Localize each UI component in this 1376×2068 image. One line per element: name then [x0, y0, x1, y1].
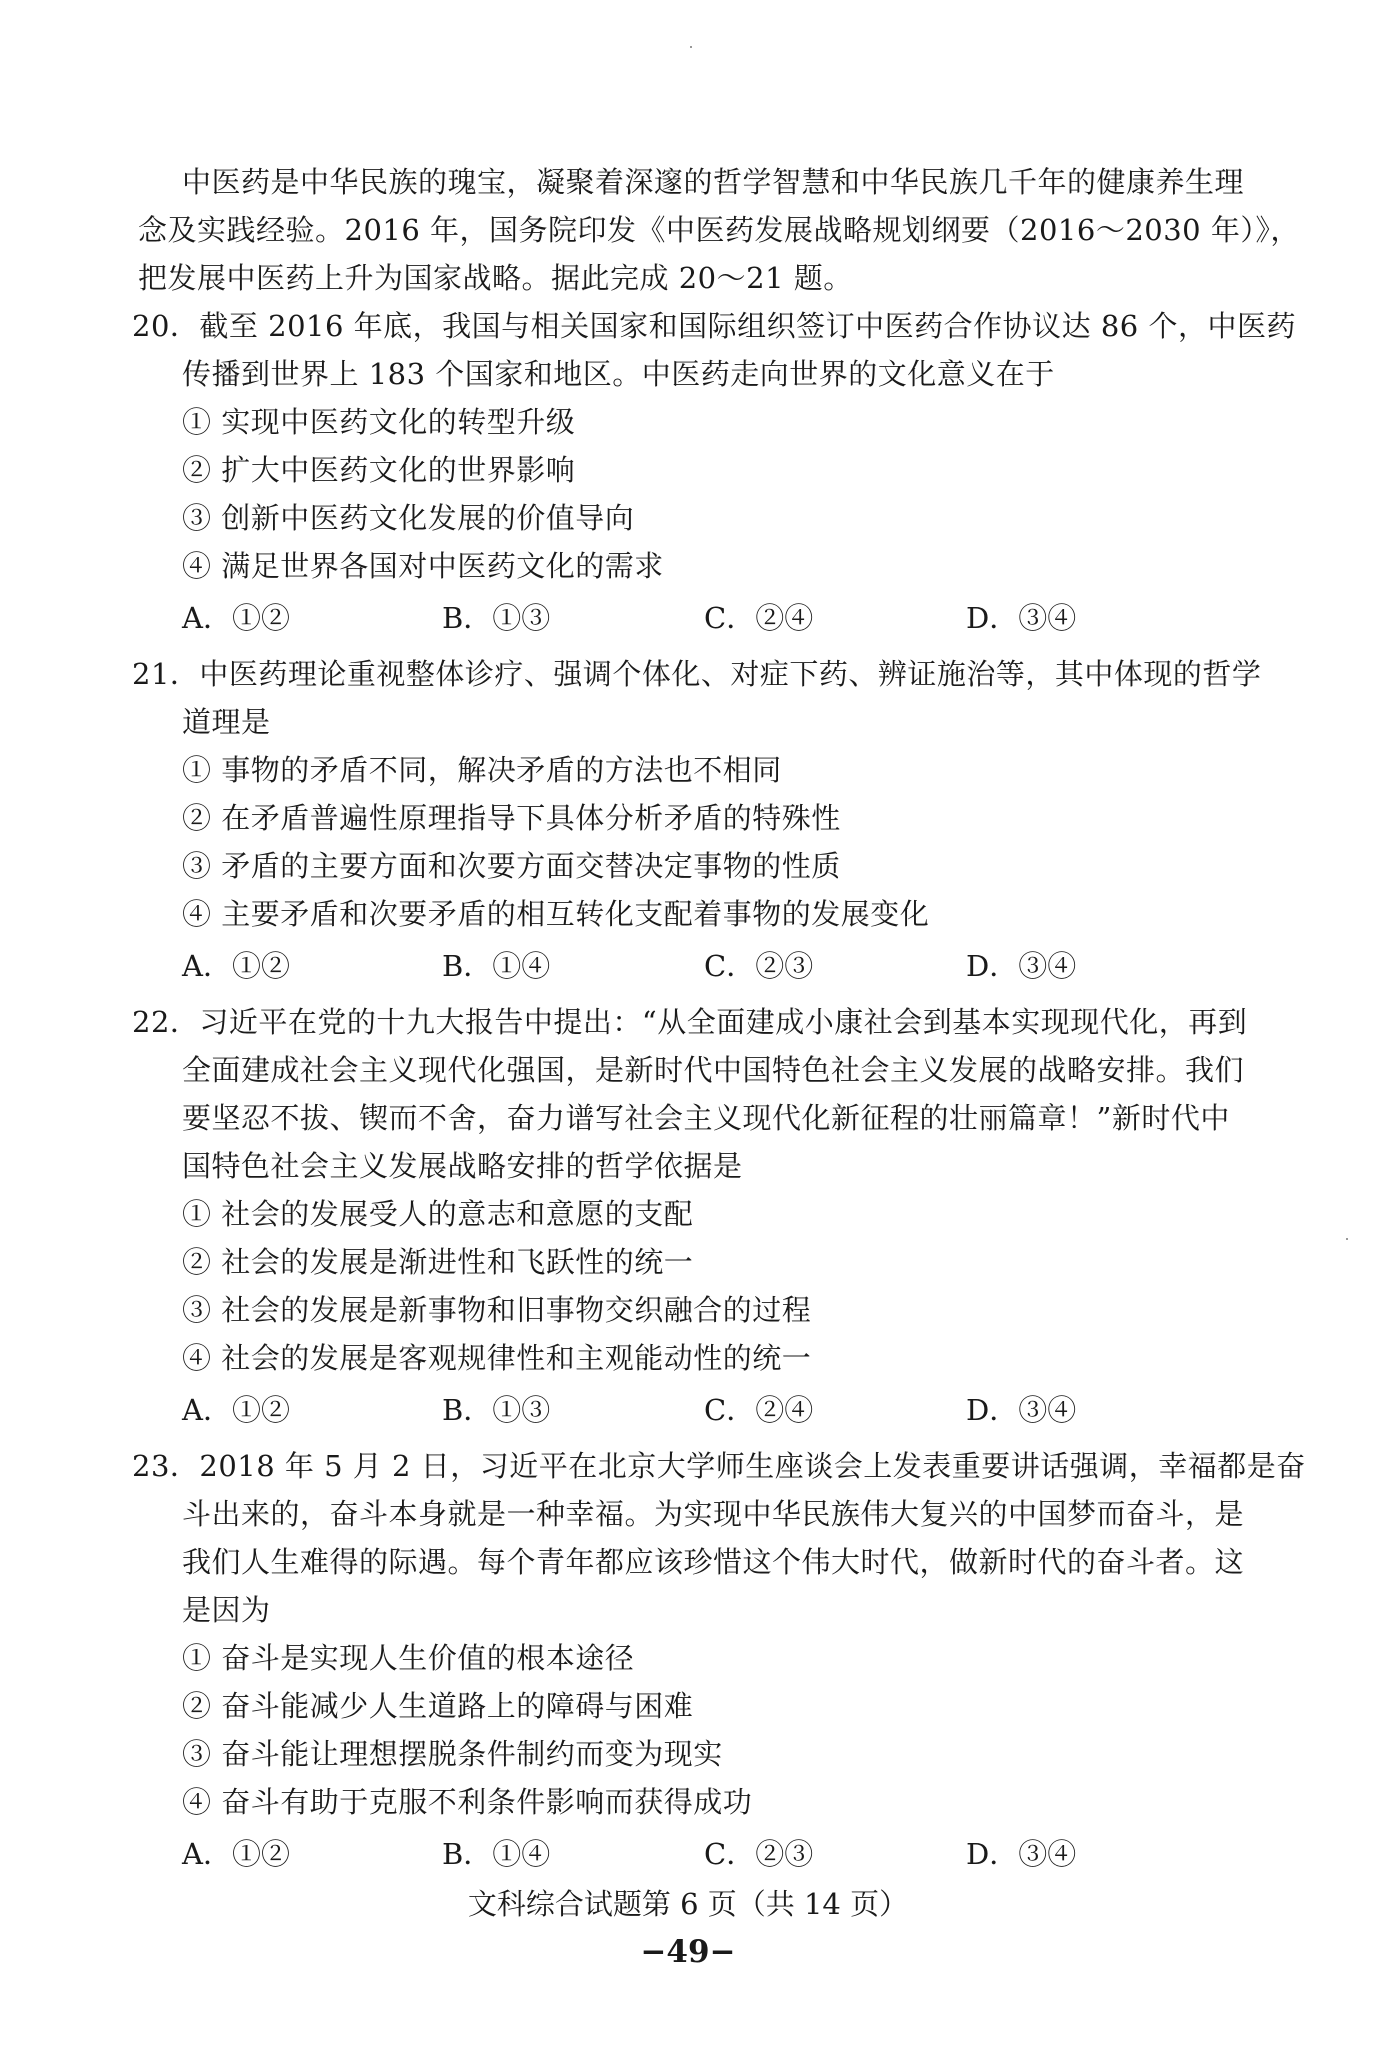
question-22-item: ③ 社会的发展是新事物和旧事物交织融合的过程 [182, 1293, 812, 1327]
question-22-choice-d: D．③④ [966, 1393, 1077, 1427]
question-23-choice-b: B．①④ [442, 1837, 551, 1871]
question-21-choice-a: A．①② [182, 949, 290, 983]
question-23-choice-d: D．③④ [966, 1837, 1077, 1871]
question-21-item: ② 在矛盾普遍性原理指导下具体分析矛盾的特殊性 [182, 801, 841, 835]
question-22-choice-b: B．①③ [442, 1393, 551, 1427]
question-20-item: ④ 满足世界各国对中医药文化的需求 [182, 549, 664, 583]
question-23-item: ② 奋斗能减少人生道路上的障碍与困难 [182, 1689, 694, 1723]
question-21-stem: 道理是 [182, 705, 271, 739]
page-number: −49− [640, 1934, 736, 1970]
question-23-stem: 我们人生难得的际遇。每个青年都应该珍惜这个伟大时代，做新时代的奋斗者。这 [182, 1545, 1245, 1579]
intro-line: 中医药是中华民族的瑰宝，凝聚着深邃的哲学智慧和中华民族几千年的健康养生理 [182, 165, 1245, 199]
question-23-stem: 斗出来的，奋斗本身就是一种幸福。为实现中华民族伟大复兴的中国梦而奋斗，是 [182, 1497, 1245, 1531]
question-22-stem: 全面建成社会主义现代化强国，是新时代中国特色社会主义发展的战略安排。我们 [182, 1053, 1245, 1087]
question-20-stem: 传播到世界上 183 个国家和地区。中医药走向世界的文化意义在于 [182, 357, 1055, 391]
question-22-item: ② 社会的发展是渐进性和飞跃性的统一 [182, 1245, 694, 1279]
page-footer-title: 文科综合试题第 6 页（共 14 页） [467, 1887, 909, 1921]
question-23-item: ③ 奋斗能让理想摆脱条件制约而变为现实 [182, 1737, 723, 1771]
question-21-item: ③ 矛盾的主要方面和次要方面交替决定事物的性质 [182, 849, 841, 883]
question-22-stem: 国特色社会主义发展战略安排的哲学依据是 [182, 1149, 743, 1183]
question-23-choice-a: A．①② [182, 1837, 290, 1871]
question-20-item: ② 扩大中医药文化的世界影响 [182, 453, 576, 487]
question-21-item: ① 事物的矛盾不同，解决矛盾的方法也不相同 [182, 753, 782, 787]
question-23-stem: 是因为 [182, 1593, 271, 1627]
intro-line: 把发展中医药上升为国家战略。据此完成 20～21 题。 [138, 261, 853, 295]
question-20-choice-d: D．③④ [966, 601, 1077, 635]
question-22-stem: 22．习近平在党的十九大报告中提出：“从全面建成小康社会到基本实现现代化，再到 [132, 1005, 1248, 1039]
question-22-choice-a: A．①② [182, 1393, 290, 1427]
question-23-choice-c: C．②③ [704, 1837, 814, 1871]
question-22-item: ④ 社会的发展是客观规律性和主观能动性的统一 [182, 1341, 812, 1375]
scan-speck [1346, 1238, 1348, 1240]
question-20-choice-b: B．①③ [442, 601, 551, 635]
question-21-choice-c: C．②③ [704, 949, 814, 983]
question-20-choice-a: A．①② [182, 601, 290, 635]
question-20-choice-c: C．②④ [704, 601, 814, 635]
question-22-choice-c: C．②④ [704, 1393, 814, 1427]
question-21-choice-d: D．③④ [966, 949, 1077, 983]
question-20-stem: 20．截至 2016 年底，我国与相关国家和国际组织签订中医药合作协议达 86 个，中医药 [132, 309, 1296, 343]
question-21-choice-b: B．①④ [442, 949, 551, 983]
question-23-stem: 23．2018 年 5 月 2 日，习近平在北京大学师生座谈会上发表重要讲话强调，幸福都是奋 [132, 1449, 1306, 1483]
question-20-item: ③ 创新中医药文化发展的价值导向 [182, 501, 635, 535]
question-23-item: ① 奋斗是实现人生价值的根本途径 [182, 1641, 635, 1675]
question-21-stem: 21．中医药理论重视整体诊疗、强调个体化、对症下药、辨证施治等，其中体现的哲学 [132, 657, 1262, 691]
intro-line: 念及实践经验。2016 年，国务院印发《中医药发展战略规划纲要（2016～2030 年）》， [138, 213, 1300, 247]
scan-speck [690, 46, 692, 48]
question-22-item: ① 社会的发展受人的意志和意愿的支配 [182, 1197, 694, 1231]
question-21-item: ④ 主要矛盾和次要矛盾的相互转化支配着事物的发展变化 [182, 897, 930, 931]
question-20-item: ① 实现中医药文化的转型升级 [182, 405, 576, 439]
question-23-item: ④ 奋斗有助于克服不利条件影响而获得成功 [182, 1785, 753, 1819]
question-22-stem: 要坚忍不拔、锲而不舍，奋力谱写社会主义现代化新征程的壮丽篇章！”新时代中 [182, 1101, 1230, 1135]
